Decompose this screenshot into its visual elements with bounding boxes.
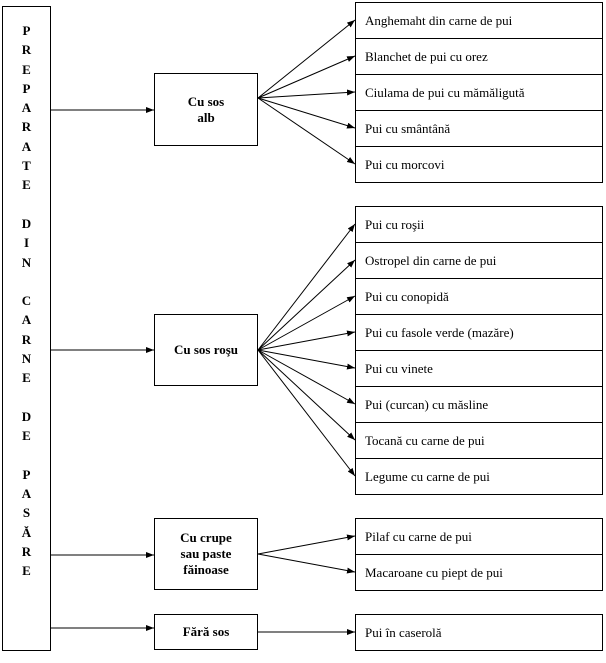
- root-title-letter: R: [21, 119, 32, 135]
- arrow: [258, 260, 355, 350]
- arrow: [258, 350, 355, 440]
- root-title-letter: E: [22, 563, 31, 579]
- arrow: [258, 98, 355, 164]
- root-title-letter: A: [21, 312, 32, 328]
- dish-label: Ciulama de pui cu mămăligută: [365, 84, 525, 100]
- dish-item: [355, 206, 603, 243]
- arrow: [258, 98, 355, 128]
- dish-item: [355, 614, 603, 651]
- root-title-letter: A: [21, 138, 32, 154]
- arrow: [258, 350, 355, 404]
- root-title-letter: P: [22, 466, 31, 482]
- dish-item: [355, 314, 603, 351]
- dish-item: [355, 554, 603, 591]
- root-title-letter: A: [21, 486, 32, 502]
- root-title-letter: P: [22, 80, 31, 96]
- root-title-letter: P: [22, 23, 31, 38]
- dish-item: [355, 38, 603, 75]
- dish-item: [355, 518, 603, 555]
- dish-item: [355, 242, 603, 279]
- root-title-letter: D: [21, 215, 32, 231]
- dish-label: Legume cu carne de pui: [365, 468, 490, 484]
- dish-label: Macaroane cu piept de pui: [365, 564, 503, 580]
- root-title: [3, 21, 50, 581]
- dish-item: [355, 350, 603, 387]
- root-title-letter: N: [21, 254, 32, 270]
- root-title-letter: I: [23, 235, 30, 251]
- arrow: [258, 554, 355, 572]
- root-title-letter: [3, 388, 50, 407]
- category-no-sauce: [154, 614, 258, 650]
- arrow: [258, 296, 355, 350]
- dish-item: [355, 458, 603, 495]
- dish-item: [355, 422, 603, 459]
- category-label: Cu sos alb: [187, 93, 225, 125]
- category-label: Cu sos roşu: [173, 342, 239, 357]
- arrow: [258, 350, 355, 368]
- dish-label: Ostropel din carne de pui: [365, 252, 497, 268]
- root-box: [2, 6, 51, 651]
- dish-label: Pui cu smântână: [365, 120, 451, 136]
- root-title-letter: E: [22, 370, 31, 386]
- root-title-letter: R: [21, 544, 32, 560]
- category-label: Cu crupe sau paste făinoase: [180, 530, 232, 577]
- category-grains-pasta: [154, 518, 258, 590]
- root-title-letter: D: [21, 408, 32, 424]
- root-title-letter: A: [21, 100, 32, 116]
- dish-item: [355, 278, 603, 315]
- arrow: [258, 20, 355, 98]
- root-title-letter: R: [21, 331, 32, 347]
- root-title-letter: E: [22, 428, 31, 444]
- dish-label: Tocană cu carne de pui: [365, 432, 485, 448]
- arrow: [258, 224, 355, 350]
- dish-label: Pui cu conopidă: [365, 288, 449, 304]
- arrow: [258, 536, 355, 554]
- dish-label: Pui (curcan) cu măsline: [365, 396, 489, 412]
- dish-item: [355, 110, 603, 147]
- dish-label: Pui cu morcovi: [365, 156, 445, 172]
- arrow: [258, 332, 355, 350]
- dish-label: Pui cu roşii: [365, 216, 425, 232]
- dish-label: Pilaf cu carne de pui: [365, 528, 472, 544]
- root-title-letter: C: [21, 293, 32, 309]
- dish-label: Blanchet de pui cu orez: [365, 48, 488, 64]
- root-title-letter: N: [21, 351, 32, 367]
- root-title-letter: [3, 272, 50, 291]
- dish-label: Pui cu vinete: [365, 360, 433, 376]
- dish-item: [355, 74, 603, 111]
- root-title-letter: T: [22, 158, 31, 174]
- root-title-letter: R: [21, 42, 32, 58]
- root-title-letter: S: [22, 505, 31, 521]
- dish-item: [355, 146, 603, 183]
- dish-item: [355, 386, 603, 423]
- dish-label: Pui cu fasole verde (mazăre): [365, 324, 514, 340]
- root-title-letter: E: [22, 177, 31, 193]
- root-title-letter: E: [22, 61, 31, 77]
- root-title-letter: [3, 195, 50, 214]
- category-red-sauce: [154, 314, 258, 386]
- arrow: [258, 92, 355, 98]
- arrow: [258, 56, 355, 98]
- root-title-letter: Ă: [21, 524, 32, 540]
- dish-label: Anghemaht din carne de pui: [365, 12, 513, 28]
- dish-label: Pui în caserolă: [365, 624, 442, 640]
- category-label: Fără sos: [182, 624, 230, 639]
- category-white-sauce: [154, 73, 258, 146]
- dish-item: [355, 2, 603, 39]
- arrow: [258, 350, 355, 476]
- root-title-letter: [3, 446, 50, 465]
